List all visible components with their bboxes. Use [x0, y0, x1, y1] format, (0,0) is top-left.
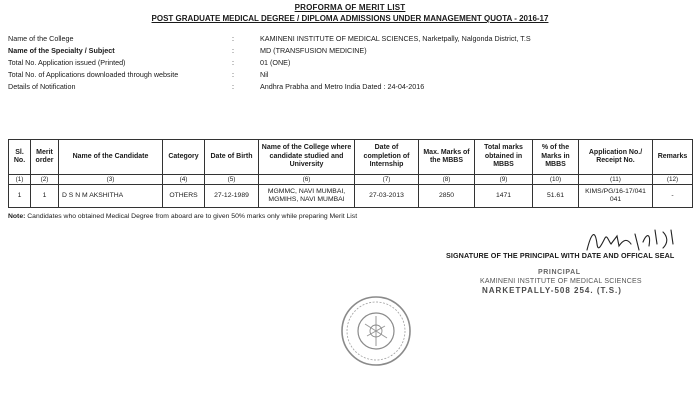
merit-table — [8, 139, 693, 208]
signature-title: SIGNATURE OF THE PRINCIPAL WITH DATE AND OFFICAL SEAL — [446, 251, 675, 260]
column-number: (7) — [355, 175, 419, 185]
official-seal-icon — [339, 294, 413, 368]
details-section — [8, 33, 698, 93]
cell-application-no: KIMS/PG/16-17/041 041 — [579, 185, 653, 208]
column-number: (5) — [205, 175, 259, 185]
note — [8, 213, 357, 220]
column-number: (10) — [533, 175, 579, 185]
detail-colon: : — [232, 70, 234, 79]
column-number: (8) — [419, 175, 475, 185]
detail-colon: : — [232, 82, 234, 91]
detail-colon: : — [232, 34, 234, 43]
note-text: Candidates who obtained Medical Degree from aboard are to given 50% marks only while preparing Merit List — [27, 213, 358, 220]
detail-row-applications-issued — [8, 57, 698, 69]
column-number: (11) — [579, 175, 653, 185]
cell-remarks: - — [653, 185, 693, 208]
detail-row-specialty — [8, 45, 698, 57]
detail-row-college — [8, 33, 698, 45]
detail-row-applications-downloaded — [8, 69, 698, 81]
column-header: Date of completion of Internship — [355, 140, 419, 175]
detail-value: MD (TRANSFUSION MEDICINE) — [260, 46, 367, 55]
cell-merit-order: 1 — [31, 185, 59, 208]
column-number: (3) — [59, 175, 163, 185]
column-header: Category — [163, 140, 205, 175]
column-number: (2) — [31, 175, 59, 185]
detail-colon: : — [232, 58, 234, 67]
detail-label: Details of Notification — [8, 82, 76, 91]
cell-date-of-birth: 27-12-1989 — [205, 185, 259, 208]
detail-colon: : — [232, 46, 234, 55]
column-header: Name of the Candidate — [59, 140, 163, 175]
cell-percent: 51.61 — [533, 185, 579, 208]
column-number-row — [9, 175, 693, 185]
cell-internship-date: 27-03-2013 — [355, 185, 419, 208]
column-header: Merit order — [31, 140, 59, 175]
cell-sl-no: 1 — [9, 185, 31, 208]
table-header-row — [9, 140, 693, 175]
column-header: Remarks — [653, 140, 693, 175]
detail-label: Total No. of Applications downloaded through website — [8, 70, 179, 79]
document-title: PROFORMA OF MERIT LIST — [294, 3, 406, 12]
detail-label: Total No. Application issued (Printed) — [8, 58, 126, 67]
cell-max-marks: 2850 — [419, 185, 475, 208]
column-header: Sl. No. — [9, 140, 31, 175]
stamp-address: NARKETPALLY-508 254. (T.S.) — [482, 286, 622, 295]
detail-value: Nil — [260, 70, 269, 79]
column-header: % of the Marks in MBBS — [533, 140, 579, 175]
column-number: (1) — [9, 175, 31, 185]
note-label: Note: — [8, 213, 26, 220]
cell-college: MGMMC, NAVI MUMBAI, MGMIHS, NAVI MUMBAI — [259, 185, 355, 208]
column-number: (9) — [475, 175, 533, 185]
column-header: Application No./ Receipt No. — [579, 140, 653, 175]
detail-row-notification — [8, 81, 698, 93]
column-number: (6) — [259, 175, 355, 185]
column-header: Max. Marks of the MBBS — [419, 140, 475, 175]
detail-value: 01 (ONE) — [260, 58, 291, 67]
detail-label: Name of the College — [8, 34, 74, 43]
column-header: Total marks obtained in MBBS — [475, 140, 533, 175]
stamp-principal: PRINCIPAL — [538, 269, 581, 276]
table-row — [9, 185, 693, 208]
detail-label: Name of the Specialty / Subject — [8, 46, 115, 55]
cell-total-marks: 1471 — [475, 185, 533, 208]
detail-value: KAMINENI INSTITUTE OF MEDICAL SCIENCES, Narketpally, Nalgonda District, T.S — [260, 34, 531, 43]
stamp-institute: KAMINENI INSTITUTE OF MEDICAL SCIENCES — [480, 278, 642, 285]
column-header: Name of the College where candidate studied and University — [259, 140, 355, 175]
column-number: (12) — [653, 175, 693, 185]
column-number: (4) — [163, 175, 205, 185]
principal-stamp — [478, 268, 688, 295]
document-subtitle: POST GRADUATE MEDICAL DEGREE / DIPLOMA ADMISSIONS UNDER MANAGEMENT QUOTA - 2016-17 — [151, 14, 549, 23]
cell-category: OTHERS — [163, 185, 205, 208]
column-header: Date of Birth — [205, 140, 259, 175]
detail-value: Andhra Prabha and Metro India Dated : 24-04-2016 — [260, 82, 425, 91]
cell-candidate-name: D S N M AKSHITHA — [59, 185, 163, 208]
